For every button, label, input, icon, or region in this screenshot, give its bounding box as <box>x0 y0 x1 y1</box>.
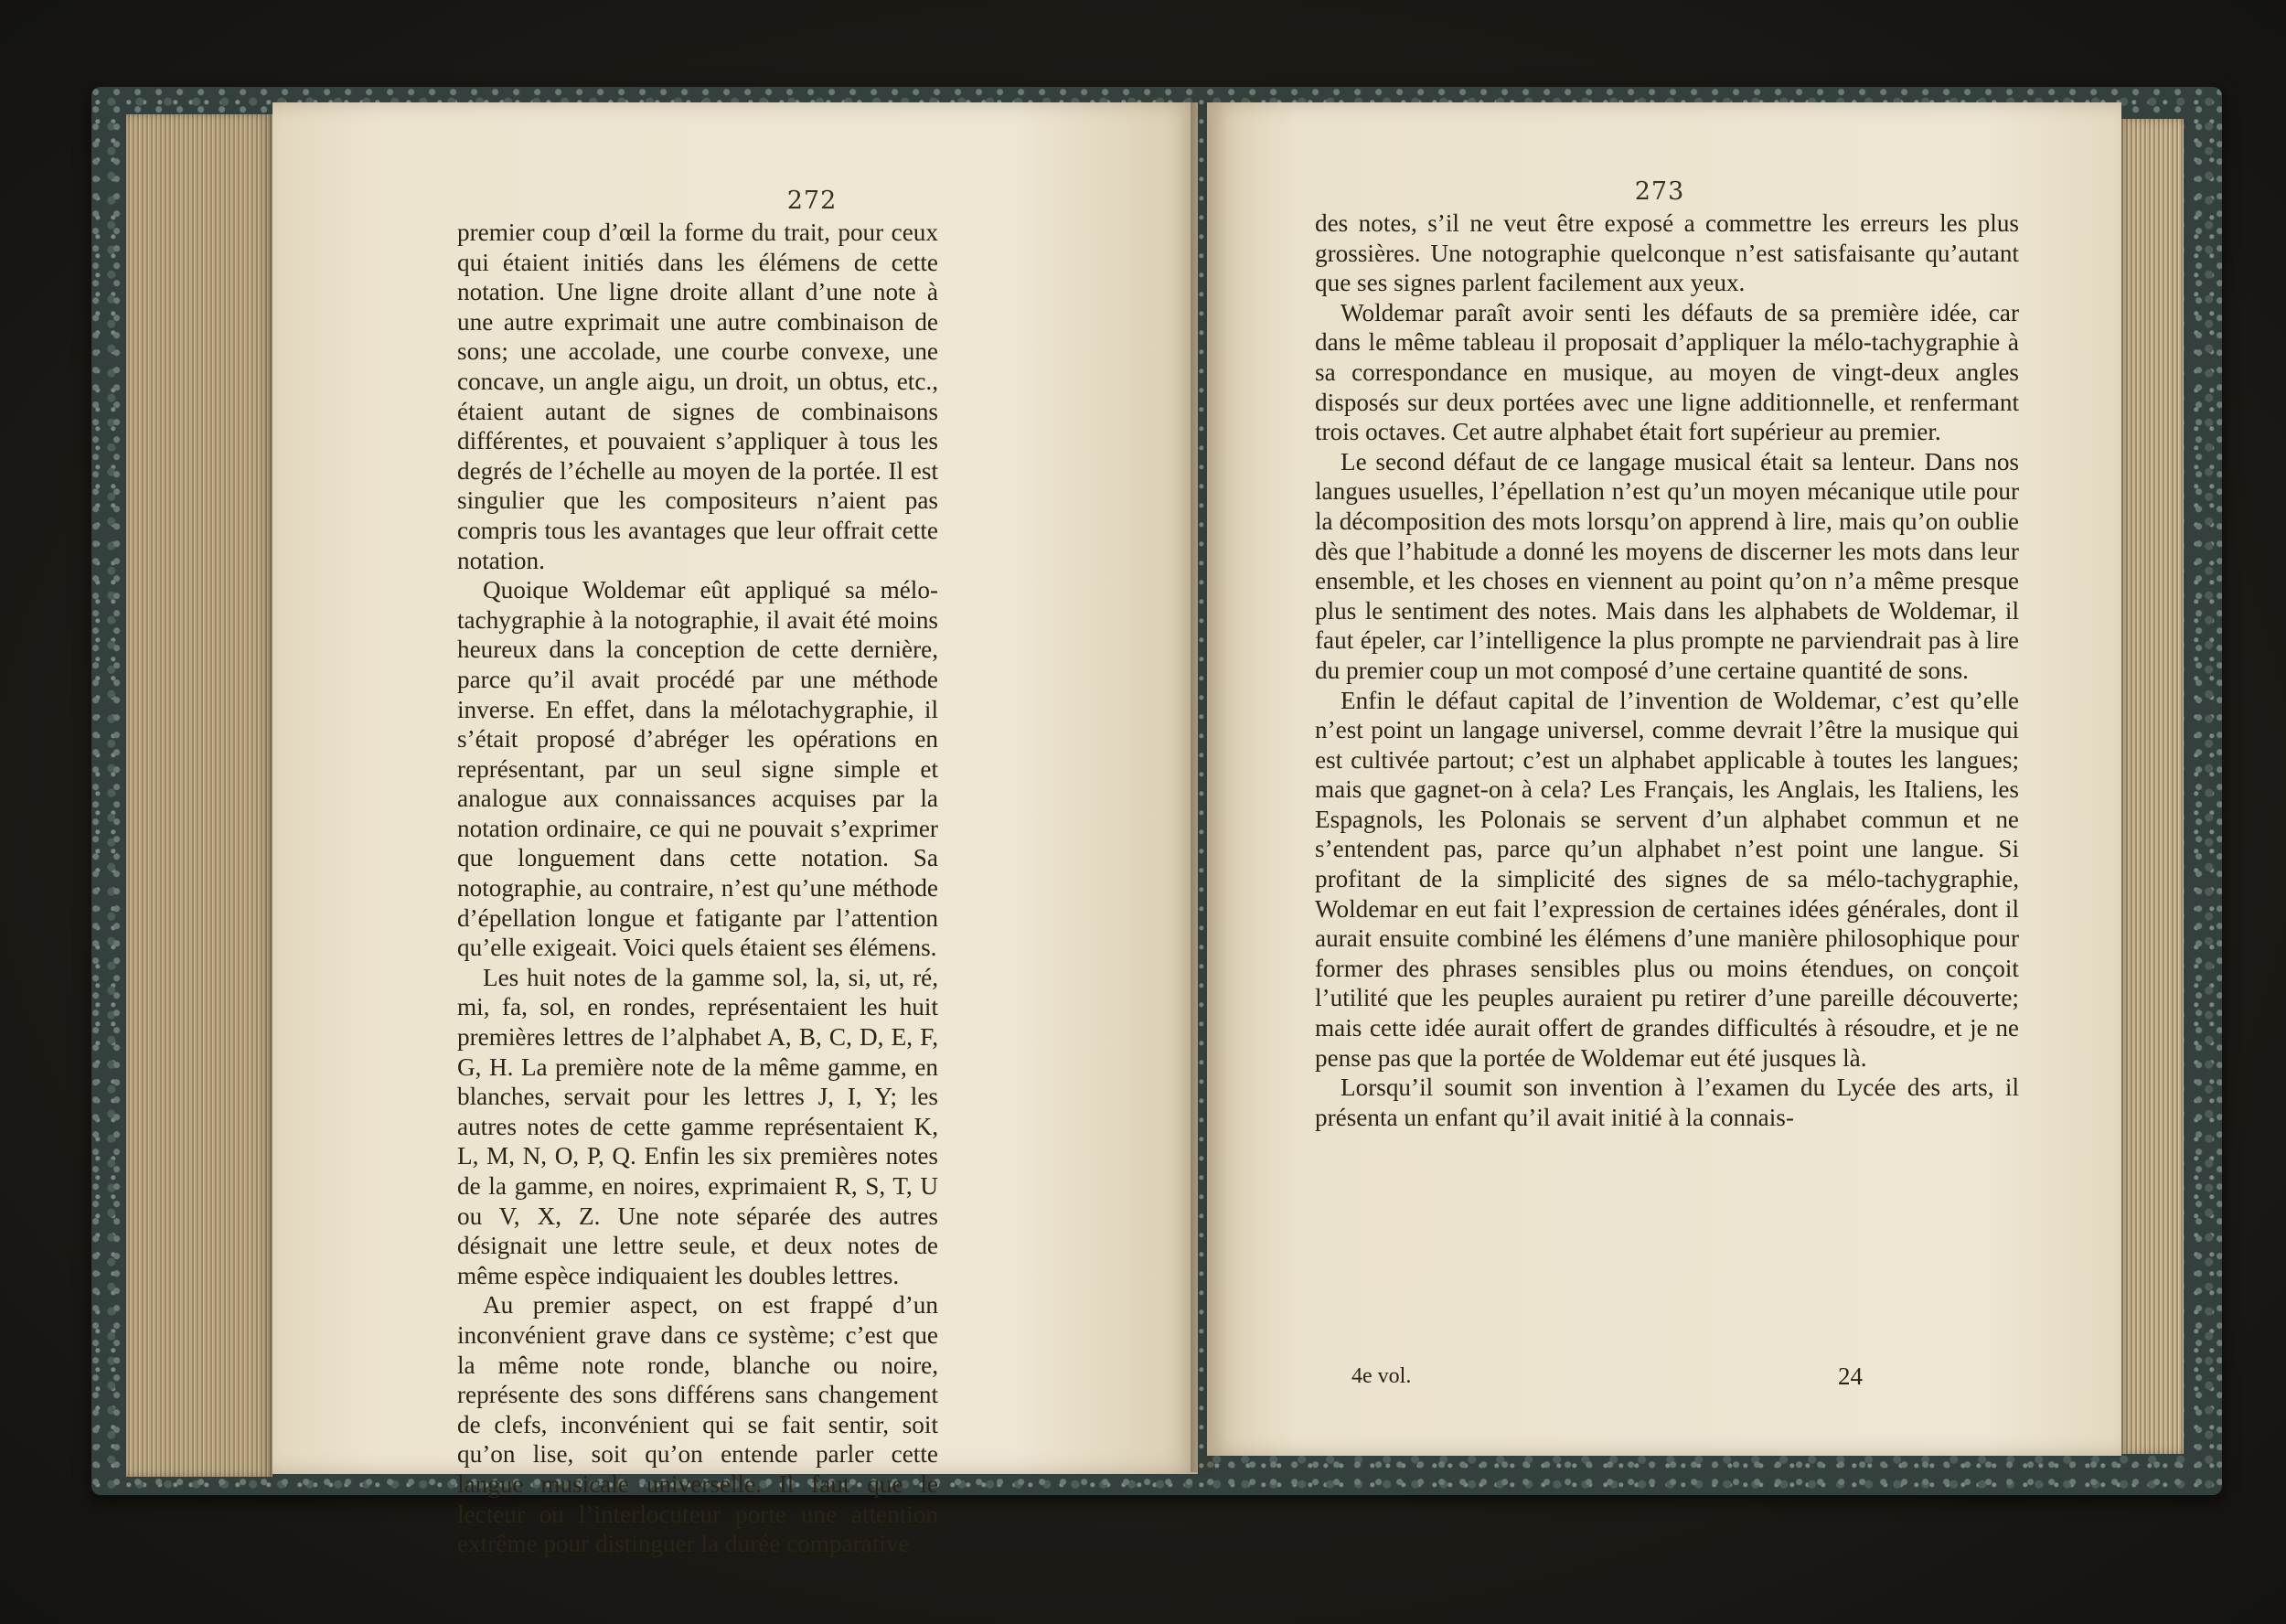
right-paragraph-5: Lorsqu’il soumit son invention à l’examen du Lycée des arts, il présenta un enfant qu’il avait initié à la connais- <box>1315 1074 2019 1131</box>
left-paragraph-4: Au premier aspect, on est frappé d’un inconvénient grave dans ce système; c’est que la même note ronde, blanche ou noire, représente des sons différens sans changement de clefs, inconvénient qui se fait sentir, soit qu’on lise, soit qu’on entende parler cette langue musicale universelle. Il faut que le lecteur ou l’interlocuteur porte une attention extrême pour distinguer la durée comparative <box>457 1291 938 1558</box>
right-page-number: 273 <box>1634 177 1685 206</box>
left-paragraph-2: Quoique Woldemar eût appliqué sa mélo-tachygraphie à la notographie, il avait été moins heureux dans la conception de cette dernière, parce qu’il avait procédé par une méthode inverse. En effet, dans la mélotachygraphie, il s’était proposé d’abréger les opérations en représentant, par un seul signe simple et analogue aux connaissances acquises par la notation ordinaire, ce qui ne pouvait s’exprimer que longuement dans cette notation. Sa notographie, au contraire, n’est qu’une méthode d’épellation longue et fatigante par l’attention qu’elle exigeait. Voici quels étaient ses élémens. <box>457 576 938 962</box>
left-paragraph-3: Les huit notes de la gamme sol, la, si, ut, ré, mi, fa, sol, en rondes, représentaient les huit premières lettres de l’alphabet A, B, C, D, E, F, G, H. La première note de la même gamme, en blanches, servait pour les lettres J, I, Y; les autres notes de cette gamme représentaient K, L, M, N, O, P, Q. Enfin les six premières notes de la gamme, en noires, exprimaient R, S, T, U ou V, X, Z. Une note séparée des autres désignait une lettre seule, et deux notes de même espèce indiquaient les doubles lettres. <box>457 963 938 1289</box>
signature-mark: 4e vol. <box>1351 1364 1412 1388</box>
right-paragraph-3: Le second défaut de ce langage musical était sa lenteur. Dans nos langues usuelles, l’épellation n’est qu’un moyen mécanique utile pour la décomposition des mots lorsqu’on apprend à lire, mais qu’on oublie dès que l’habitude a donné les moyens de discerner les mots dans leur ensemble, et les choses en viennent au point qu’on n’a même presque plus le sentiment des notes. Mais dans les alphabets de Woldemar, il faut épeler, car l’intelligence la plus prompte ne parviendrait pas à lire du premier coup un mot composé d’une certaine quantité de sons. <box>1315 447 2019 684</box>
left-page-text <box>457 218 938 1559</box>
left-page-number: 272 <box>786 187 838 215</box>
left-page <box>272 102 1198 1558</box>
right-page <box>1207 102 2121 1456</box>
right-page-text <box>1315 208 2019 1132</box>
right-page-edges <box>2120 119 2184 1454</box>
right-paragraph-1: des notes, s’il ne veut être exposé a commettre les erreurs les plus grossières. Une notographie quelconque n’est satisfaisante qu’autant que ses signes parlent facilement aux yeux. <box>1315 209 2019 297</box>
right-paragraph-4: Enfin le défaut capital de l’invention de Woldemar, c’est qu’elle n’est point un langage universel, comme devrait l’être la musique qui est cultivée partout; c’est un alphabet applicable à toutes les langues; mais que gagnet-on à cela? Les Français, les Anglais, les Italiens, les Espagnols, les Polonais se servent d’un alphabet commun et ne s’entendent pas, parce qu’un alphabet n’est point une langue. Si profitant de la simplicité des signes de sa mélo-tachygraphie, Woldemar en eut fait l’expression de certaines idées générales, dont il aurait ensuite combiné les élémens d’une manière philosophique pour former des phrases sensibles plus ou moins étendues, on conçoit l’utilité que les peuples auraient pu retirer d’une pareille découverte; mais cette idée aurait offert de grandes difficultés à résoudre, et je ne pense pas que la portée de Woldemar eut été jusques là. <box>1315 686 2019 1072</box>
gathering-number: 24 <box>1838 1362 1863 1390</box>
left-page-edges <box>126 114 272 1477</box>
left-paragraph-1: premier coup d’œil la forme du trait, pour ceux qui étaient initiés dans les élémens de cette notation. Une ligne droite allant d’une note à une autre exprimait une autre combinaison de sons; une accolade, une courbe convexe, une concave, un angle aigu, un droit, un obtus, etc., étaient autant de signes de combinaisons différentes, et pouvaient s’appliquer à tous les degrés de l’échelle au moyen de la portée. Il est singulier que les compositeurs n’aient pas compris tous les avantages que leur offrait cette notation. <box>457 219 938 574</box>
right-paragraph-2: Woldemar paraît avoir senti les défauts de sa première idée, car dans le même tableau il proposait d’appliquer la mélo-tachygraphie à sa correspondance en musique, au moyen de vingt-deux angles disposés sur deux portées avec une ligne additionnelle, et renfermant trois octaves. Cet autre alphabet était fort supérieur au premier. <box>1315 298 2019 446</box>
